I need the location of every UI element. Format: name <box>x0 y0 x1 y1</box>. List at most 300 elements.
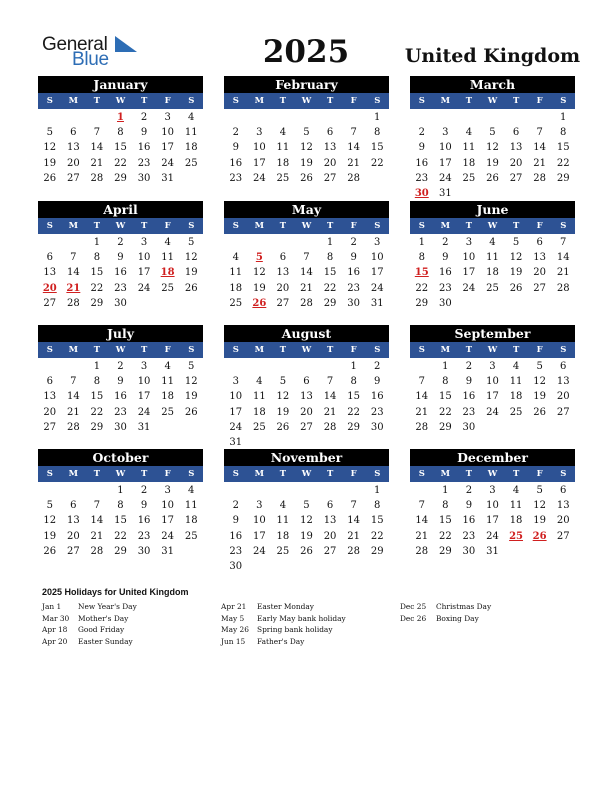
day-cell: 2 <box>140 112 148 123</box>
day-cell: 17 <box>137 267 151 279</box>
day-cell: 9 <box>232 142 239 154</box>
day-cell: 25 <box>161 282 174 294</box>
day-grid <box>38 359 203 435</box>
empty-day-cell <box>551 186 575 201</box>
logo-triangle-icon <box>114 35 138 53</box>
weekday-label: S <box>374 96 381 106</box>
day-cell: 8 <box>374 500 381 512</box>
day-grid <box>224 235 389 311</box>
month-title: October <box>38 449 203 466</box>
day-cell: 9 <box>140 500 148 512</box>
empty-day-cell <box>156 420 180 435</box>
day-cell: 20 <box>276 282 290 294</box>
month-november <box>224 449 389 574</box>
day-cell: 3 <box>489 361 496 372</box>
weekday-label: M <box>254 221 265 231</box>
day-cell: 8 <box>117 127 124 139</box>
day-cell: 20 <box>509 157 523 169</box>
weekday-label: S <box>188 96 195 106</box>
empty-day-cell <box>38 359 62 374</box>
day-grid <box>224 110 389 186</box>
empty-day-cell <box>410 110 434 125</box>
day-cell: 16 <box>370 391 384 403</box>
day-cell: 13 <box>300 391 313 403</box>
day-cell: 11 <box>462 142 476 154</box>
day-cell: 20 <box>66 157 80 169</box>
weekday-label: W <box>301 221 312 231</box>
empty-day-cell <box>318 483 342 498</box>
day-cell: 16 <box>114 391 127 403</box>
holiday-day-cell: 18 <box>160 267 175 279</box>
day-cell: 27 <box>556 530 570 542</box>
weekday-header <box>224 218 389 234</box>
day-cell: 23 <box>438 282 452 294</box>
day-cell: 13 <box>43 391 57 403</box>
day-cell: 27 <box>323 172 337 184</box>
day-cell: 26 <box>184 406 198 418</box>
day-cell: 11 <box>161 252 174 264</box>
holiday-day-cell: 15 <box>414 267 429 279</box>
empty-day-cell <box>365 559 389 574</box>
empty-day-cell <box>38 235 62 250</box>
weekday-label: S <box>232 221 239 231</box>
weekday-label: S <box>418 345 425 355</box>
day-cell: 21 <box>90 530 104 542</box>
day-cell: 17 <box>252 530 266 542</box>
weekday-header <box>224 342 389 358</box>
day-cell: 17 <box>370 267 384 279</box>
day-cell: 21 <box>90 157 104 169</box>
day-cell: 28 <box>66 421 80 433</box>
month-title: May <box>224 201 389 218</box>
day-cell: 28 <box>415 421 429 433</box>
day-cell: 12 <box>533 500 546 512</box>
day-cell: 22 <box>114 530 127 542</box>
day-cell: 28 <box>556 282 570 294</box>
weekday-label: T <box>512 96 520 106</box>
day-cell: 8 <box>93 252 101 264</box>
weekday-label: F <box>350 469 357 479</box>
empty-day-cell <box>295 435 319 450</box>
day-cell: 9 <box>117 376 124 388</box>
weekday-label: W <box>301 469 312 479</box>
weekday-label: F <box>350 96 357 106</box>
weekday-header <box>410 93 575 109</box>
day-cell: 4 <box>164 361 171 372</box>
day-cell: 23 <box>415 172 429 184</box>
day-cell: 4 <box>164 237 171 248</box>
day-cell: 3 <box>256 500 263 512</box>
weekday-label: T <box>93 469 101 479</box>
day-cell: 15 <box>370 142 384 154</box>
day-cell: 25 <box>161 406 174 418</box>
day-cell: 21 <box>556 267 570 279</box>
day-cell: 29 <box>114 545 127 557</box>
holiday-date: Apr 21 <box>221 602 247 611</box>
day-cell: 6 <box>536 237 543 248</box>
weekday-header <box>38 342 203 358</box>
day-cell: 1 <box>117 485 124 496</box>
day-cell: 24 <box>486 530 499 542</box>
day-cell: 21 <box>347 157 360 169</box>
day-cell: 25 <box>462 172 476 184</box>
holiday-date: May 26 <box>221 625 249 634</box>
weekday-header <box>410 342 575 358</box>
weekday-label: F <box>164 345 171 355</box>
day-grid <box>410 235 575 311</box>
month-title: February <box>224 76 389 93</box>
holiday-date: May 5 <box>221 613 245 623</box>
day-cell: 4 <box>512 361 520 372</box>
weekday-label: S <box>418 221 425 231</box>
weekday-label: F <box>350 345 357 355</box>
day-cell: 4 <box>232 252 239 264</box>
day-cell: 26 <box>43 172 57 184</box>
weekday-header <box>224 466 389 482</box>
day-cell: 28 <box>66 297 80 309</box>
day-cell: 3 <box>164 112 171 123</box>
empty-day-cell <box>179 171 203 186</box>
empty-day-cell <box>504 186 528 201</box>
day-cell: 20 <box>533 267 546 279</box>
day-cell: 24 <box>486 406 499 418</box>
day-cell: 7 <box>70 252 77 264</box>
day-cell: 1 <box>93 361 101 372</box>
day-cell: 23 <box>137 530 151 542</box>
weekday-label: M <box>68 96 79 106</box>
empty-day-cell <box>410 483 434 498</box>
day-cell: 10 <box>252 142 266 154</box>
day-cell: 16 <box>415 157 429 169</box>
weekday-label: W <box>487 469 498 479</box>
day-cell: 16 <box>347 267 360 279</box>
empty-day-cell <box>179 296 203 311</box>
day-cell: 23 <box>347 282 360 294</box>
weekday-label: T <box>93 96 101 106</box>
day-cell: 21 <box>415 406 429 418</box>
weekday-label: T <box>93 345 101 355</box>
day-cell: 12 <box>184 252 198 264</box>
day-cell: 22 <box>323 282 337 294</box>
day-cell: 26 <box>43 545 57 557</box>
holiday-name: New Year's Day <box>78 602 137 611</box>
day-cell: 21 <box>415 530 429 542</box>
day-cell: 17 <box>438 157 452 169</box>
day-cell: 31 <box>438 187 452 199</box>
empty-day-cell <box>295 110 319 125</box>
day-cell: 28 <box>323 421 337 433</box>
weekday-label: W <box>115 345 126 355</box>
holiday-date: Dec 25 <box>400 602 427 611</box>
day-cell: 10 <box>161 127 174 139</box>
day-cell: 12 <box>184 376 198 388</box>
empty-day-cell <box>528 110 552 125</box>
day-grid <box>224 483 389 574</box>
weekday-label: M <box>254 469 265 479</box>
day-cell: 5 <box>46 500 53 512</box>
day-cell: 12 <box>43 142 57 154</box>
day-cell: 18 <box>252 406 266 418</box>
empty-day-cell <box>481 296 505 311</box>
weekday-label: F <box>536 469 543 479</box>
weekday-label: F <box>164 221 171 231</box>
day-cell: 24 <box>370 282 384 294</box>
holiday-day-cell: 30 <box>414 187 429 199</box>
holiday-name: Easter Sunday <box>78 636 133 646</box>
day-cell: 16 <box>229 157 243 169</box>
empty-day-cell <box>457 110 481 125</box>
day-cell: 17 <box>462 267 476 279</box>
day-cell: 12 <box>43 515 57 527</box>
weekday-label: W <box>115 96 126 106</box>
weekday-label: T <box>326 221 334 231</box>
day-cell: 5 <box>536 485 543 496</box>
day-cell: 6 <box>46 376 53 388</box>
day-cell: 13 <box>43 267 57 279</box>
day-cell: 22 <box>90 282 104 294</box>
month-title: August <box>224 325 389 342</box>
day-cell: 9 <box>140 127 148 139</box>
weekday-label: T <box>279 469 287 479</box>
logo-word-blue: Blue <box>72 49 109 70</box>
weekday-header <box>410 218 575 234</box>
holiday-name: Christmas Day <box>436 602 492 611</box>
day-cell: 1 <box>374 485 381 496</box>
month-title: September <box>410 325 575 342</box>
empty-day-cell <box>271 359 295 374</box>
holiday-entry <box>400 613 491 625</box>
day-cell: 16 <box>229 530 243 542</box>
day-cell: 22 <box>556 157 570 169</box>
day-cell: 8 <box>442 376 449 388</box>
day-cell: 13 <box>276 267 290 279</box>
day-cell: 22 <box>415 282 429 294</box>
empty-day-cell <box>271 559 295 574</box>
empty-day-cell <box>365 171 389 186</box>
day-cell: 26 <box>184 282 198 294</box>
day-cell: 29 <box>438 545 452 557</box>
empty-day-cell <box>504 296 528 311</box>
weekday-label: T <box>279 96 287 106</box>
day-cell: 30 <box>462 421 476 433</box>
day-cell: 24 <box>137 406 151 418</box>
day-cell: 29 <box>114 172 127 184</box>
day-cell: 15 <box>347 391 360 403</box>
day-cell: 12 <box>533 376 546 388</box>
weekday-header <box>224 93 389 109</box>
day-cell: 14 <box>347 142 360 154</box>
day-cell: 26 <box>486 172 499 184</box>
day-cell: 19 <box>533 391 546 403</box>
weekday-label: T <box>512 221 520 231</box>
day-cell: 16 <box>462 515 476 527</box>
day-cell: 1 <box>442 485 449 496</box>
weekday-label: T <box>512 345 520 355</box>
holiday-entry <box>221 601 346 613</box>
day-cell: 22 <box>370 157 384 169</box>
day-grid <box>38 483 203 559</box>
day-cell: 28 <box>347 172 360 184</box>
weekday-label: S <box>188 469 195 479</box>
holiday-name: Father's Day <box>257 636 305 646</box>
weekday-label: S <box>46 345 53 355</box>
weekday-label: F <box>536 345 543 355</box>
day-cell: 27 <box>66 545 80 557</box>
day-cell: 17 <box>486 515 499 527</box>
day-cell: 8 <box>560 127 567 139</box>
day-cell: 23 <box>137 157 151 169</box>
empty-day-cell <box>481 110 505 125</box>
weekday-label: S <box>560 345 567 355</box>
day-cell: 24 <box>161 157 174 169</box>
day-cell: 3 <box>489 485 496 496</box>
empty-day-cell <box>365 435 389 450</box>
day-cell: 17 <box>229 406 243 418</box>
empty-day-cell <box>434 110 458 125</box>
day-cell: 30 <box>114 297 127 309</box>
holidays-title: 2025 Holidays for United Kingdom <box>42 587 189 597</box>
day-cell: 2 <box>465 361 473 372</box>
day-cell: 13 <box>66 515 80 527</box>
day-cell: 23 <box>370 406 384 418</box>
day-cell: 9 <box>232 515 239 527</box>
day-cell: 5 <box>279 376 287 388</box>
day-cell: 12 <box>509 252 523 264</box>
empty-day-cell <box>295 483 319 498</box>
day-cell: 13 <box>323 515 337 527</box>
day-cell: 22 <box>438 406 452 418</box>
empty-day-cell <box>504 110 528 125</box>
holiday-entry <box>221 636 346 648</box>
empty-day-cell <box>295 559 319 574</box>
day-cell: 12 <box>276 391 290 403</box>
day-cell: 8 <box>117 500 124 512</box>
month-april <box>38 201 203 311</box>
day-cell: 18 <box>161 391 174 403</box>
day-cell: 2 <box>418 127 425 139</box>
day-cell: 4 <box>256 376 263 388</box>
day-cell: 23 <box>462 406 476 418</box>
day-cell: 13 <box>66 142 80 154</box>
holiday-day-cell: 25 <box>509 530 524 542</box>
month-title: March <box>410 76 575 93</box>
holiday-entry <box>400 601 491 613</box>
day-cell: 28 <box>533 172 546 184</box>
day-cell: 19 <box>184 267 198 279</box>
day-cell: 14 <box>323 391 337 403</box>
day-cell: 19 <box>252 282 266 294</box>
day-cell: 18 <box>184 515 198 527</box>
month-august <box>224 325 389 450</box>
day-cell: 2 <box>117 361 124 372</box>
holidays-column <box>221 601 346 647</box>
day-cell: 15 <box>438 391 452 403</box>
month-title: July <box>38 325 203 342</box>
day-cell: 30 <box>438 297 452 309</box>
day-cell: 14 <box>66 267 80 279</box>
day-cell: 20 <box>556 515 570 527</box>
empty-day-cell <box>38 110 62 125</box>
day-cell: 11 <box>161 376 174 388</box>
day-cell: 29 <box>415 297 429 309</box>
day-cell: 14 <box>90 142 104 154</box>
day-grid <box>38 110 203 186</box>
day-cell: 24 <box>161 530 174 542</box>
day-cell: 3 <box>442 127 449 139</box>
holiday-name: Mother's Day <box>78 613 129 623</box>
day-cell: 24 <box>229 421 243 433</box>
day-cell: 29 <box>90 297 104 309</box>
holiday-name: Easter Monday <box>257 602 314 611</box>
day-cell: 3 <box>256 127 263 139</box>
month-october <box>38 449 203 559</box>
day-cell: 19 <box>300 157 313 169</box>
day-cell: 1 <box>560 112 567 123</box>
weekday-label: M <box>254 345 265 355</box>
day-cell: 2 <box>232 500 239 512</box>
day-grid <box>410 110 575 201</box>
day-cell: 28 <box>90 172 104 184</box>
weekday-label: S <box>232 469 239 479</box>
day-cell: 4 <box>188 112 195 123</box>
day-cell: 10 <box>486 376 499 388</box>
day-cell: 7 <box>560 237 567 248</box>
day-cell: 21 <box>66 406 80 418</box>
day-grid <box>224 359 389 450</box>
day-cell: 27 <box>533 282 546 294</box>
holiday-day-cell: 20 <box>42 282 57 294</box>
day-cell: 1 <box>442 361 449 372</box>
day-cell: 4 <box>489 237 496 248</box>
day-cell: 3 <box>374 237 381 248</box>
day-cell: 19 <box>300 530 313 542</box>
empty-day-cell <box>62 235 86 250</box>
empty-day-cell <box>248 235 272 250</box>
empty-day-cell <box>528 420 552 435</box>
day-cell: 25 <box>486 282 499 294</box>
day-cell: 15 <box>438 515 452 527</box>
weekday-label: T <box>326 469 334 479</box>
holiday-day-cell: 26 <box>252 297 267 309</box>
day-cell: 7 <box>350 500 357 512</box>
day-cell: 8 <box>93 376 101 388</box>
day-cell: 13 <box>533 252 546 264</box>
day-cell: 17 <box>161 515 174 527</box>
day-cell: 1 <box>418 237 425 248</box>
day-cell: 6 <box>560 361 567 372</box>
day-cell: 9 <box>350 252 357 264</box>
holiday-entry <box>42 636 137 648</box>
day-cell: 14 <box>300 267 313 279</box>
empty-day-cell <box>248 359 272 374</box>
day-cell: 4 <box>465 127 473 139</box>
holiday-date: Jun 15 <box>221 636 246 646</box>
day-cell: 18 <box>509 391 523 403</box>
month-title: June <box>410 201 575 218</box>
weekday-label: M <box>254 96 265 106</box>
weekday-label: T <box>465 469 473 479</box>
day-cell: 21 <box>533 157 546 169</box>
weekday-label: M <box>68 345 79 355</box>
empty-day-cell <box>271 110 295 125</box>
day-cell: 11 <box>184 500 198 512</box>
day-cell: 12 <box>486 142 499 154</box>
weekday-label: T <box>140 221 148 231</box>
day-cell: 10 <box>462 252 476 264</box>
weekday-label: W <box>487 221 498 231</box>
day-cell: 15 <box>556 142 570 154</box>
day-cell: 16 <box>137 515 151 527</box>
